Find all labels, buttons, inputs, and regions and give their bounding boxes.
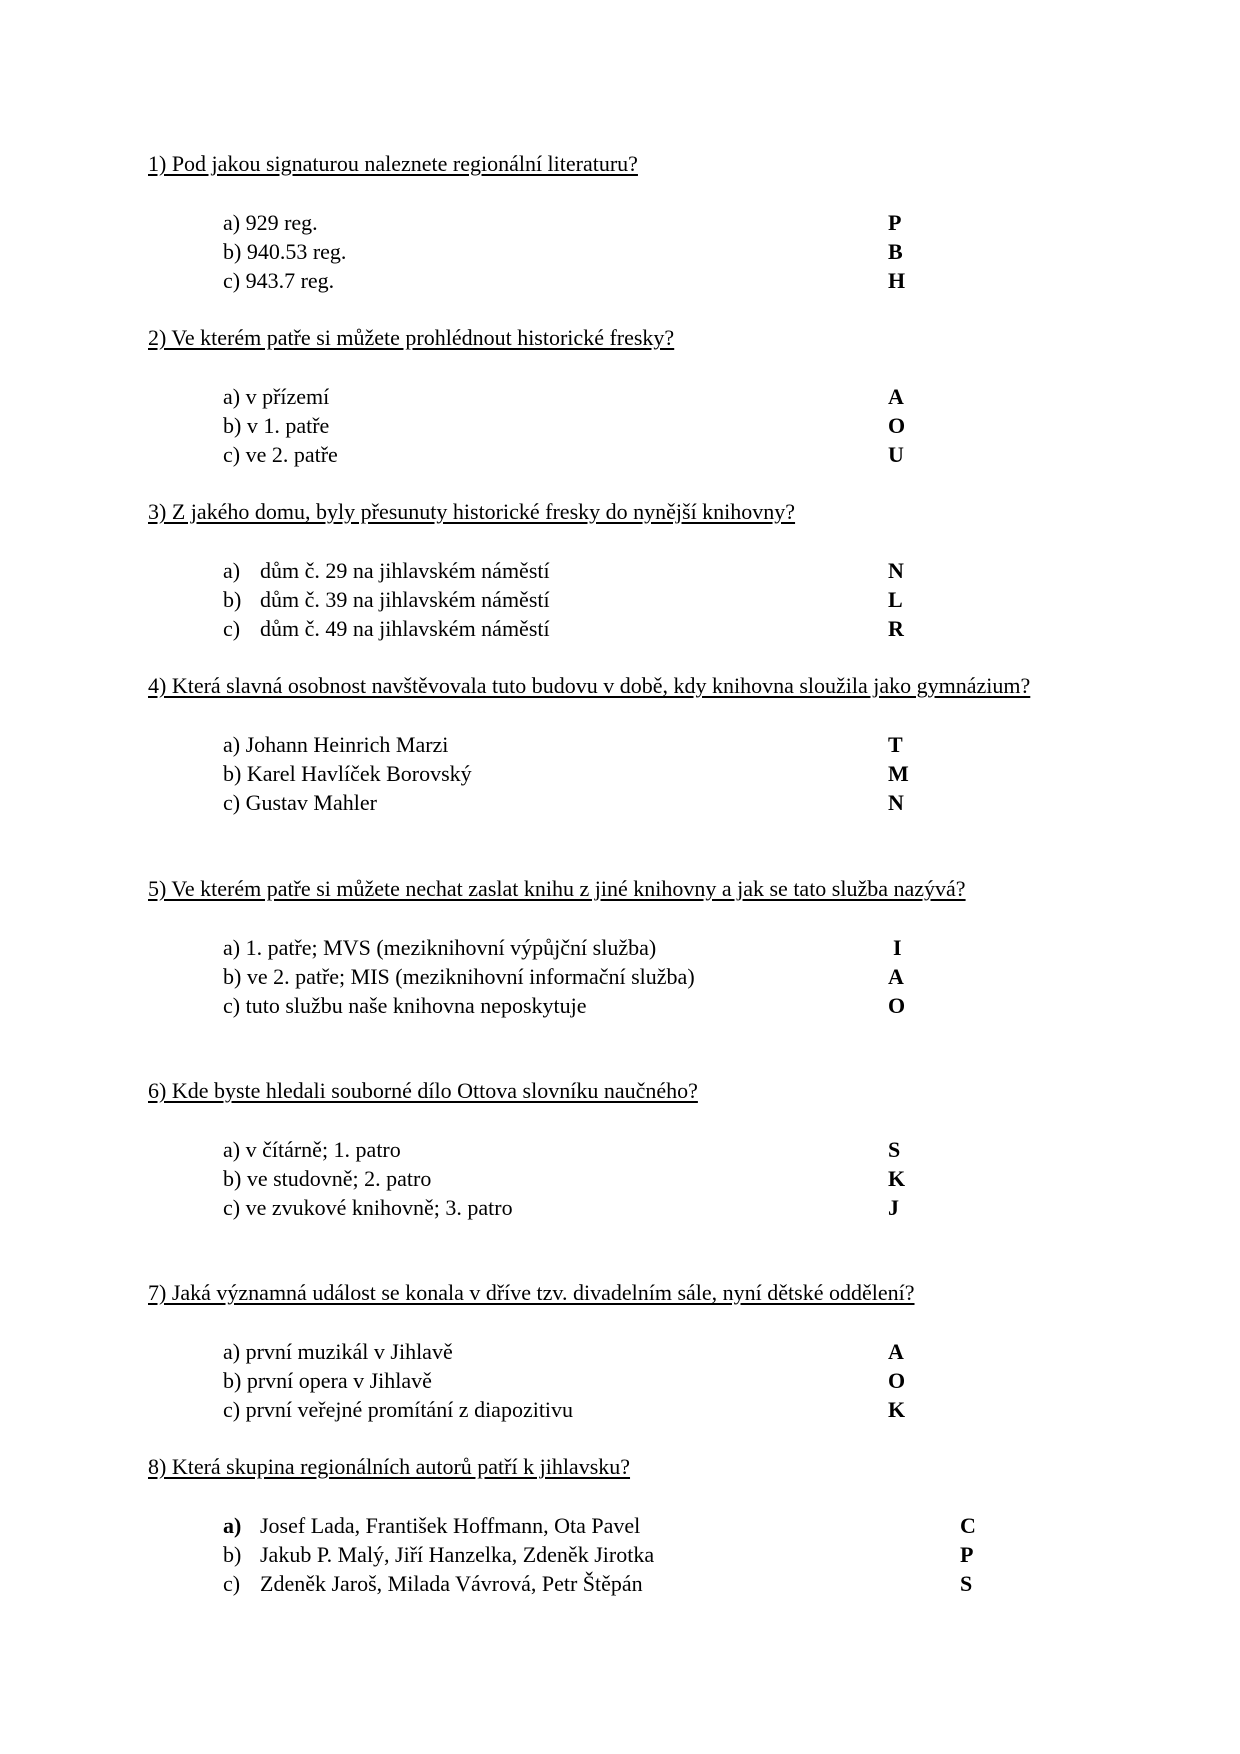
option-prefix: a) <box>223 210 241 235</box>
answer-letter: O <box>888 993 906 1018</box>
option-label: ve 2. patře <box>245 442 338 467</box>
option-label: první muzikál v Jihlavě <box>245 1339 453 1364</box>
option-prefix: c) <box>223 1195 241 1220</box>
option-label: 943.7 reg. <box>245 268 335 293</box>
option-label: Gustav Mahler <box>245 790 377 815</box>
option-label: Karel Havlíček Borovský <box>246 761 472 786</box>
option-b <box>148 1164 1108 1193</box>
option-label: ve studovně; 2. patro <box>246 1166 432 1191</box>
option-b <box>148 962 1148 991</box>
option-text <box>223 788 377 817</box>
option-prefix: c) <box>223 442 241 467</box>
answer-letter: S <box>888 1137 901 1162</box>
option-label: první veřejné promítání z diapozitivu <box>245 1397 574 1422</box>
option-text <box>223 730 448 759</box>
option-label: dům č. 49 na jihlavském náměstí <box>260 616 550 641</box>
option-list <box>148 1337 1108 1424</box>
option-list <box>148 933 1148 1020</box>
option-label: v 1. patře <box>246 413 330 438</box>
question-text: 2) Ve kterém patře si můžete prohlédnout historické fresky? <box>148 325 675 350</box>
option-prefix: a) <box>223 1513 242 1538</box>
option-text <box>223 266 334 295</box>
option-label: Josef Lada, František Hoffmann, Ota Pavel <box>260 1513 641 1538</box>
answer-letter: N <box>888 790 904 815</box>
answer-letter: S <box>960 1571 973 1596</box>
option-a <box>148 208 1108 237</box>
option-prefix: b) <box>223 1542 242 1567</box>
option-b <box>148 1366 1108 1395</box>
option-prefix: b) <box>223 761 242 786</box>
answer-letter: M <box>888 761 909 786</box>
answer-letter: A <box>888 964 904 989</box>
option-a <box>148 730 1038 759</box>
option-prefix: b) <box>223 239 242 264</box>
option-a <box>148 1511 1108 1540</box>
option-list <box>148 1511 1108 1598</box>
option-text <box>223 1366 432 1395</box>
option-list <box>148 1135 1108 1222</box>
question-4 <box>148 671 1038 817</box>
option-label: dům č. 29 na jihlavském náměstí <box>260 558 550 583</box>
option-text <box>223 1193 513 1222</box>
option-text <box>223 556 550 585</box>
option-prefix: c) <box>223 616 241 641</box>
option-prefix: b) <box>223 413 242 438</box>
question-text: 7) Jaká významná událost se konala v dříve tzv. divadelním sále, nyní dětské oddělení? <box>148 1280 915 1305</box>
answer-letter: K <box>888 1397 906 1422</box>
answer-letter: J <box>888 1195 899 1220</box>
option-a <box>148 1337 1108 1366</box>
option-text <box>223 614 550 643</box>
option-text <box>223 1135 401 1164</box>
option-text <box>223 759 472 788</box>
question-text: 4) Která slavná osobnost navštěvovala tuto budovu v době, kdy knihovna sloužila jako gymnázium? <box>148 673 1031 698</box>
question-text: 8) Která skupina regionálních autorů patří k jihlavsku? <box>148 1454 631 1479</box>
option-prefix: b) <box>223 1166 242 1191</box>
option-prefix: c) <box>223 993 241 1018</box>
option-list <box>148 556 1108 643</box>
answer-letter: A <box>888 384 904 409</box>
option-prefix: a) <box>223 384 241 409</box>
option-text <box>223 1164 431 1193</box>
option-b <box>148 759 1038 788</box>
option-prefix: b) <box>223 587 242 612</box>
question-text: 5) Ve kterém patře si můžete nechat zaslat knihu z jiné knihovny a jak se tato služba nazývá? <box>148 876 966 901</box>
question-text: 6) Kde byste hledali souborné dílo Ottova slovníku naučného? <box>148 1078 698 1103</box>
answer-letter: A <box>888 1339 904 1364</box>
option-text <box>223 1569 643 1598</box>
option-label: ve zvukové knihovně; 3. patro <box>245 1195 513 1220</box>
answer-letter: T <box>888 732 903 757</box>
option-label: Jakub P. Malý, Jiří Hanzelka, Zdeněk Jirotka <box>260 1542 655 1567</box>
option-prefix: c) <box>223 1397 241 1422</box>
answer-letter: B <box>888 239 903 264</box>
answer-letter: U <box>888 442 904 467</box>
option-prefix: c) <box>223 1571 241 1596</box>
answer-letter: N <box>888 558 904 583</box>
option-b <box>148 411 1108 440</box>
option-label: 929 reg. <box>245 210 318 235</box>
option-prefix: b) <box>223 964 242 989</box>
option-b <box>148 585 1108 614</box>
option-label: tuto službu naše knihovna neposkytuje <box>245 993 587 1018</box>
answer-letter: L <box>888 587 903 612</box>
option-text <box>223 411 329 440</box>
option-text <box>223 933 656 962</box>
option-c <box>148 614 1108 643</box>
question-text: 3) Z jakého domu, byly přesunuty historické fresky do nynější knihovny? <box>148 499 796 524</box>
option-prefix: a) <box>223 732 241 757</box>
option-text <box>223 237 346 266</box>
option-text <box>223 991 587 1020</box>
option-prefix: c) <box>223 268 241 293</box>
option-text <box>223 440 338 469</box>
option-text <box>223 962 695 991</box>
question-3 <box>148 497 1108 643</box>
question-8 <box>148 1452 1108 1598</box>
question-2 <box>148 323 1108 469</box>
answer-letter: R <box>888 616 904 641</box>
option-label: v čítárně; 1. patro <box>245 1137 401 1162</box>
answer-letter: H <box>888 268 906 293</box>
option-label: 1. patře; MVS (meziknihovní výpůjční služba) <box>245 935 657 960</box>
answer-letter: O <box>888 413 906 438</box>
option-text <box>223 1395 573 1424</box>
option-c <box>148 1569 1108 1598</box>
question-7 <box>148 1278 1108 1424</box>
option-c <box>148 1395 1108 1424</box>
answer-letter: O <box>888 1368 906 1393</box>
option-label: v přízemí <box>245 384 330 409</box>
option-label: dům č. 39 na jihlavském náměstí <box>260 587 550 612</box>
option-c <box>148 440 1108 469</box>
option-label: Johann Heinrich Marzi <box>245 732 449 757</box>
option-text <box>223 382 329 411</box>
option-label: ve 2. patře; MIS (meziknihovní informační služba) <box>246 964 695 989</box>
answer-letter: I <box>893 935 902 960</box>
option-text <box>223 1337 453 1366</box>
option-label: první opera v Jihlavě <box>246 1368 432 1393</box>
option-c <box>148 991 1148 1020</box>
option-prefix: a) <box>223 1339 241 1364</box>
option-b <box>148 1540 1108 1569</box>
answer-letter: K <box>888 1166 906 1191</box>
option-b <box>148 237 1108 266</box>
option-text <box>223 1511 640 1540</box>
option-prefix: a) <box>223 935 241 960</box>
question-6 <box>148 1076 1108 1222</box>
answer-letter: C <box>960 1513 976 1538</box>
option-list <box>148 382 1108 469</box>
option-list <box>148 730 1038 817</box>
option-text <box>223 585 550 614</box>
option-a <box>148 382 1108 411</box>
option-c <box>148 1193 1108 1222</box>
option-prefix: b) <box>223 1368 242 1393</box>
answer-letter: P <box>888 210 902 235</box>
answer-letter: P <box>960 1542 974 1567</box>
option-list <box>148 208 1108 295</box>
question-text: 1) Pod jakou signaturou naleznete regionální literaturu? <box>148 151 638 176</box>
option-a <box>148 1135 1108 1164</box>
option-prefix: a) <box>223 1137 241 1162</box>
question-1 <box>148 149 1108 295</box>
option-text <box>223 1540 654 1569</box>
option-prefix: a) <box>223 558 241 583</box>
option-text <box>223 208 318 237</box>
option-label: 940.53 reg. <box>246 239 347 264</box>
option-prefix: c) <box>223 790 241 815</box>
option-a <box>148 556 1108 585</box>
option-label: Zdeněk Jaroš, Milada Vávrová, Petr Štěpán <box>260 1571 643 1596</box>
option-c <box>148 266 1108 295</box>
option-a <box>148 933 1148 962</box>
question-5 <box>148 874 1148 1020</box>
option-c <box>148 788 1038 817</box>
